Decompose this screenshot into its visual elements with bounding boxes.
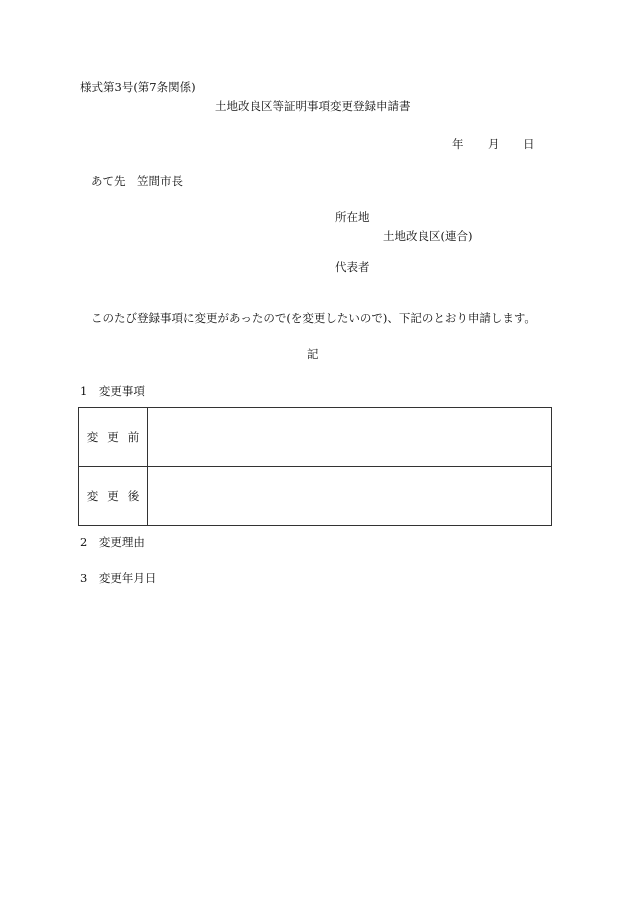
table-row	[79, 467, 552, 526]
document-title: 土地改良区等証明事項変更登録申請書	[215, 99, 411, 113]
addressee: あて先 笠間市長	[91, 174, 183, 188]
org-name-label: 土地改良区(連合)	[383, 229, 473, 243]
section-1-heading: 1 変更事項	[80, 384, 145, 398]
date-year-label: 年	[452, 137, 464, 151]
table-row-value	[148, 467, 552, 526]
ki-heading: 記	[307, 347, 319, 361]
table-row	[79, 408, 552, 467]
body-text: このたび登録事項に変更があったので(を変更したいので)、下記のとおり申請します。	[91, 311, 536, 325]
table-row-label: 変更前	[79, 408, 148, 467]
changes-table	[78, 407, 552, 526]
section-2-heading: 2 変更理由	[80, 535, 145, 549]
table-row-label: 変更後	[79, 467, 148, 526]
date-day-label: 日	[523, 137, 535, 151]
form-number: 様式第3号(第7条関係)	[80, 80, 196, 94]
representative-label: 代表者	[335, 260, 370, 274]
date-month-label: 月	[488, 137, 500, 151]
location-label: 所在地	[335, 210, 370, 224]
section-3-heading: 3 変更年月日	[80, 571, 157, 585]
table-row-value	[148, 408, 552, 467]
